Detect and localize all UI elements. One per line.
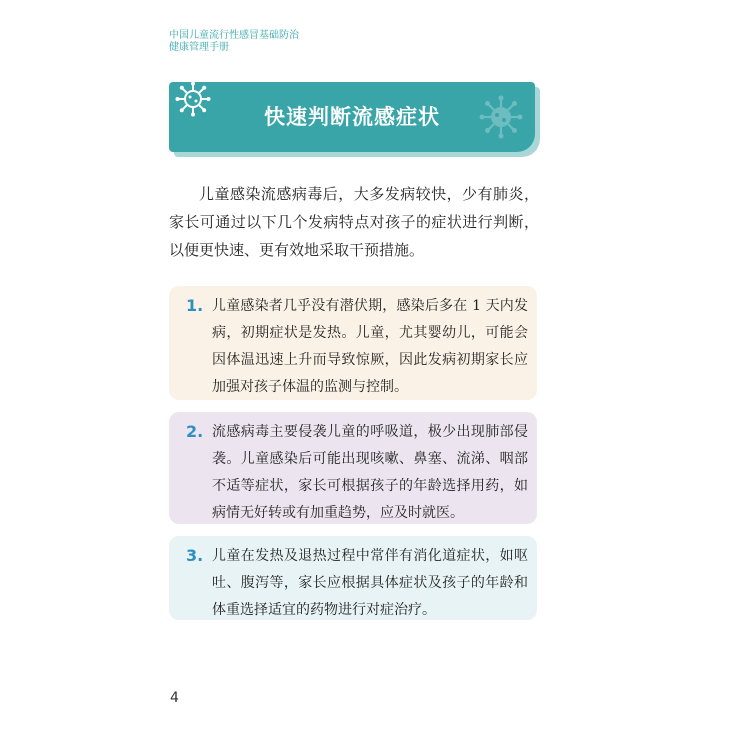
- item-number: 2.: [186, 422, 204, 441]
- item-text: 儿童在发热及退热过程中常伴有消化道症状，如呕吐、腹泻等，家长应根据具体症状及孩子的年龄和体重选择适宜的药物进行对症治疗。: [212, 548, 528, 618]
- header-line-1: 中国儿童流行性感冒基础防治: [169, 30, 299, 41]
- running-header: [169, 30, 299, 54]
- item-text: 流感病毒主要侵袭儿童的呼吸道，极少出现肺部侵袭。儿童感染后可能出现咳嗽、鼻塞、流涕、咽部不适等症状，家长可根据孩子的年龄选择用药，如病情无好转或有加重趋势，应及时就医。: [212, 424, 528, 521]
- item-number: 1.: [186, 296, 204, 315]
- virus-icon: [478, 94, 524, 140]
- symptom-card: [169, 412, 537, 524]
- symptom-card: [169, 536, 537, 620]
- item-text: 儿童感染者几乎没有潜伏期，感染后多在 1 天内发病，初期症状是发热。儿童，尤其婴幼儿，可能会因体温迅速上升而导致惊厥，因此发病初期家长应加强对孩子体温的监测与控制。: [212, 298, 528, 395]
- virus-icon: [174, 80, 212, 118]
- item-number: 3.: [186, 546, 204, 565]
- header-line-2: 健康管理手册: [169, 42, 229, 53]
- page-number: 4: [170, 690, 179, 706]
- symptom-card: [169, 286, 537, 400]
- section-title: 快速判断流感症状: [264, 105, 440, 129]
- intro-paragraph: 儿童感染流感病毒后，大多发病较快，少有肺炎，家长可通过以下几个发病特点对孩子的症状进行判断，以便更快速、更有效地采取干预措施。: [169, 185, 539, 259]
